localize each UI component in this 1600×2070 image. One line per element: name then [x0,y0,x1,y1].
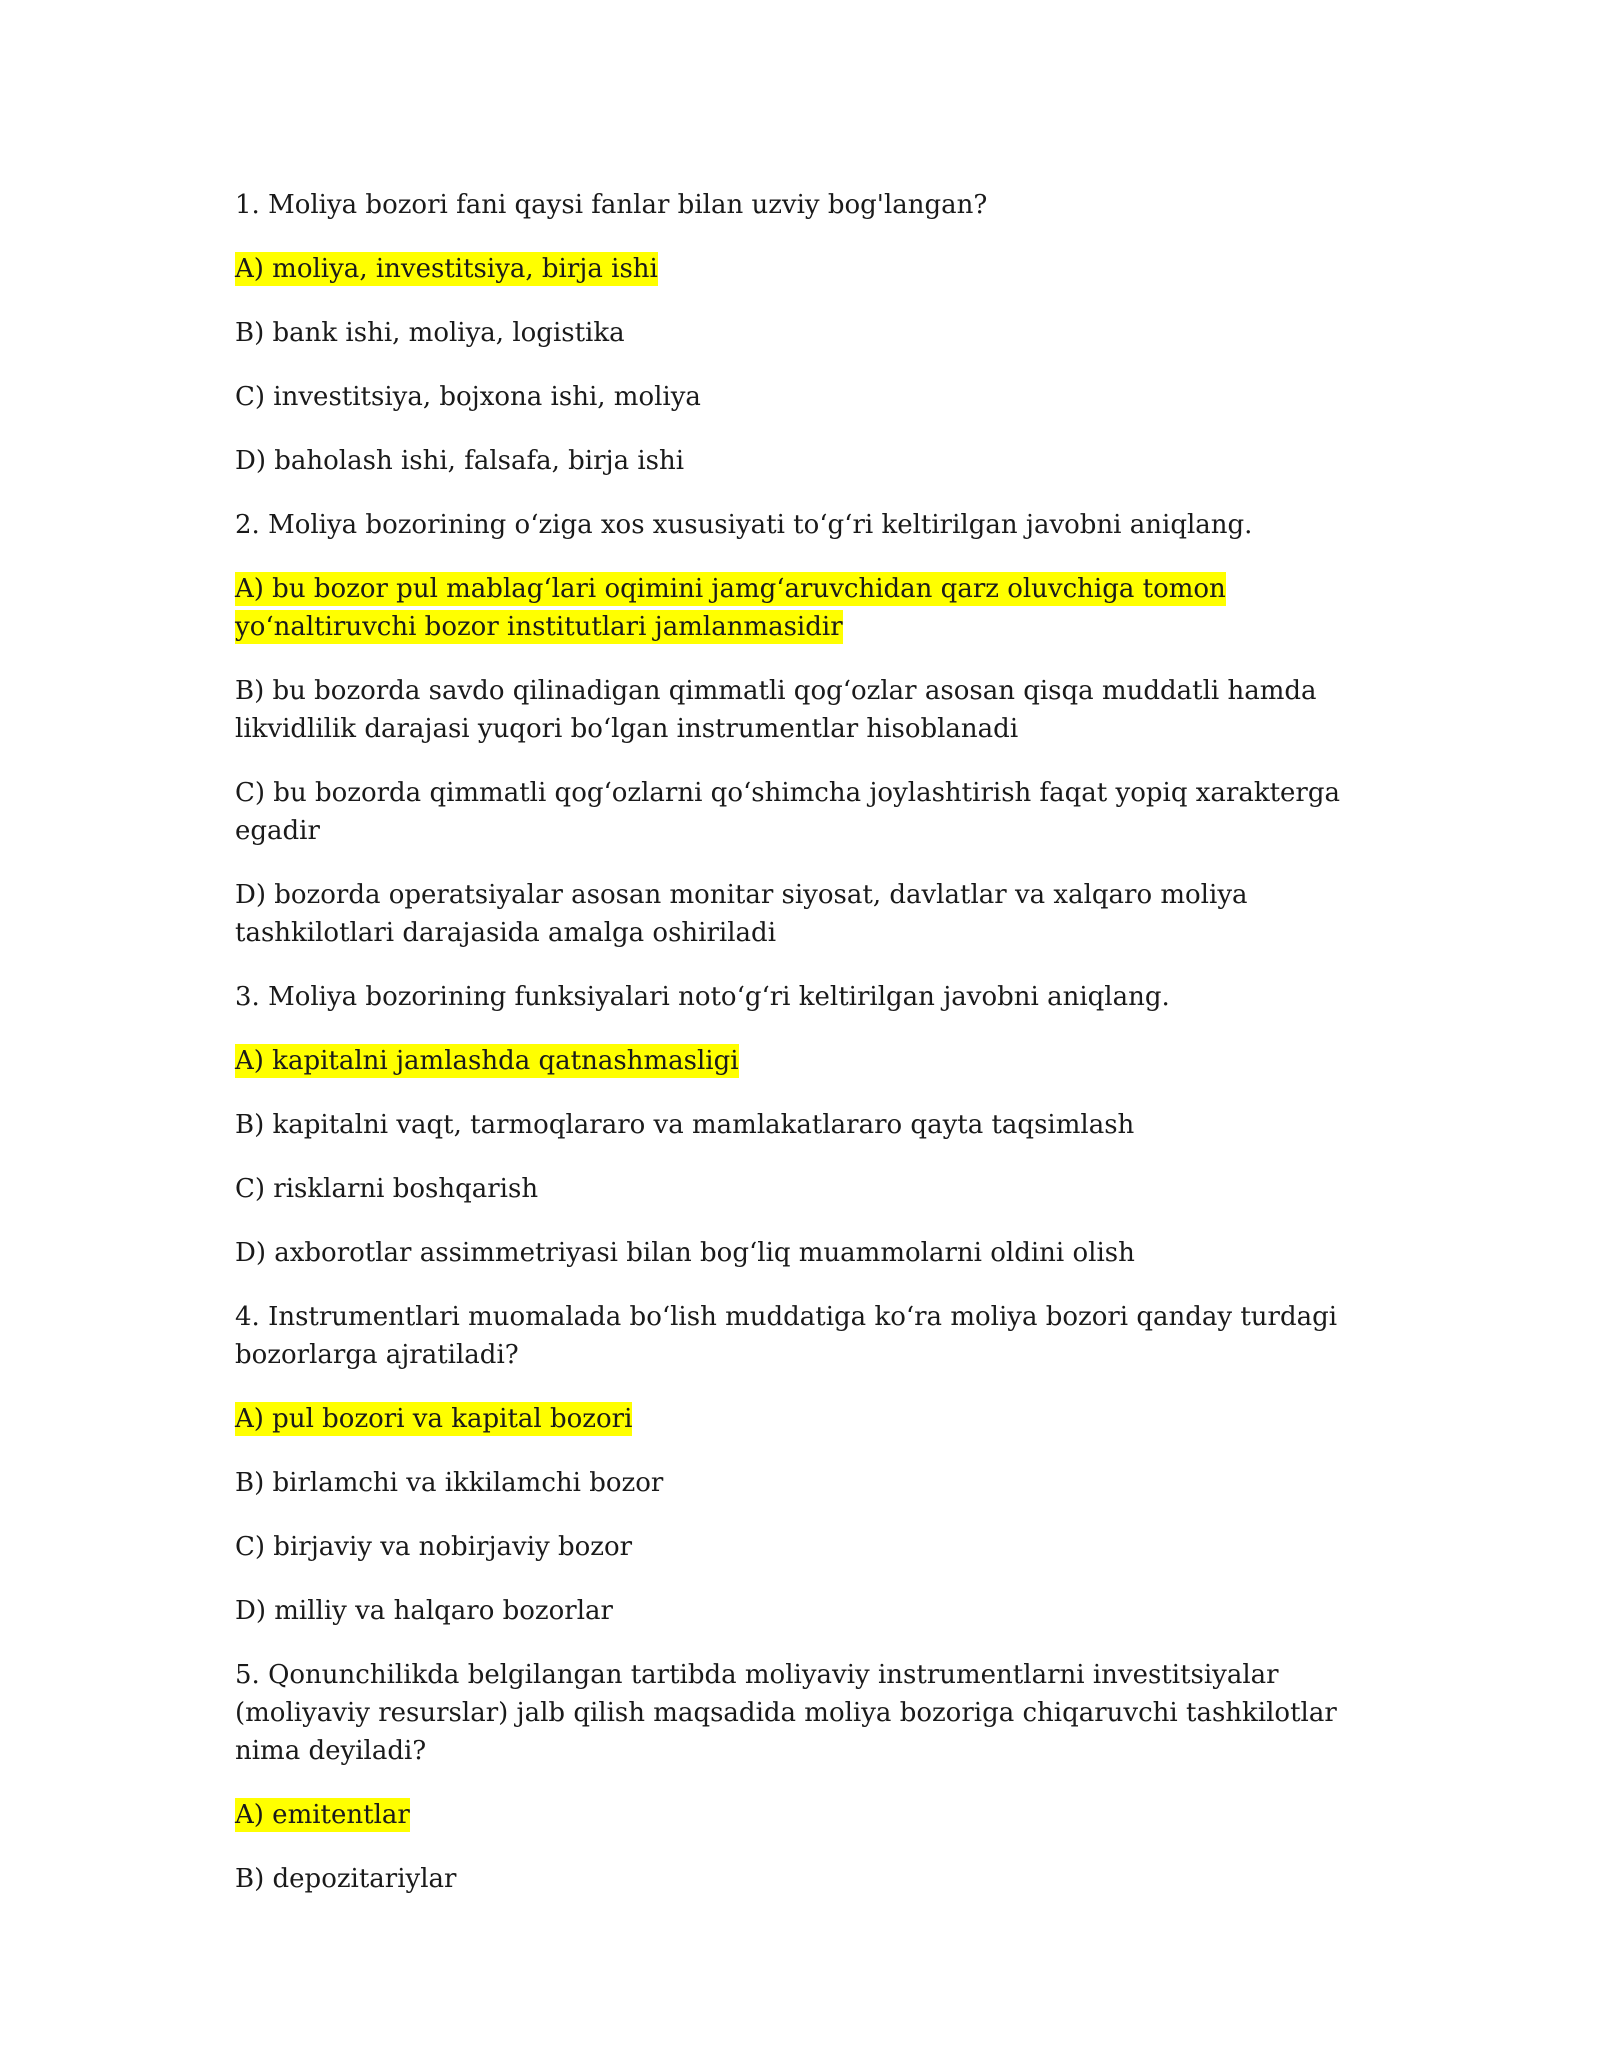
question-3-option-d: D) axborotlar assimmetriyasi bilan bog‘liq muammolarni oldini olish [235,1238,1135,1268]
question-4-option-d: D) milliy va halqaro bozorlar [235,1596,613,1626]
answer-highlight: A) pul bozori va kapital bozori [235,1404,633,1434]
question-4-option-a [235,1400,1375,1438]
question-5-option-b: B) depozitariylar [235,1864,457,1894]
answer-highlight: A) kapitalni jamlashda qatnashmasligi [235,1046,739,1076]
question-3-option-b: B) kapitalni vaqt, tarmoqlararo va mamlakatlararo qayta taqsimlash [235,1110,1135,1140]
question-4-option-b: B) birlamchi va ikkilamchi bozor [235,1468,664,1498]
question-5: 5. Qonunchilikda belgilangan tartibda moliyaviy instrumentlarni investitsiyalar (moliyaviy resurslar) jalb qilish maqsadida moliya bozoriga chiqaruvchi tashkilotlar nima deyiladi? [235,1660,1337,1766]
question-2-option-c: C) bu bozorda qimmatli qog‘ozlarni qo‘shimcha joylashtirish faqat yopiq xarakterga egadir [235,778,1340,846]
question-4: 4. Instrumentlari muomalada bo‘lish muddatiga ko‘ra moliya bozori qanday turdagi bozorlarga ajratiladi? [235,1302,1338,1370]
question-3: 3. Moliya bozorining funksiyalari noto‘g‘ri keltirilgan javobni aniqlang. [235,982,1170,1012]
question-1-option-b: B) bank ishi, moliya, logistika [235,318,625,348]
question-2-option-d: D) bozorda operatsiyalar asosan monitar siyosat, davlatlar va xalqaro moliya tashkilotlari darajasida amalga oshiriladi [235,880,1248,948]
question-5-option-a [235,1796,1375,1834]
question-4-option-c: C) birjaviy va nobirjaviy bozor [235,1532,633,1562]
document-body [235,186,1375,1924]
question-1-option-c: C) investitsiya, bojxona ishi, moliya [235,382,701,412]
question-1-option-d: D) baholash ishi, falsafa, birja ishi [235,446,685,476]
question-1: 1. Moliya bozori fani qaysi fanlar bilan uzviy bog'langan? [235,190,988,220]
question-2: 2. Moliya bozorining o‘ziga xos xususiyati to‘g‘ri keltirilgan javobni aniqlang. [235,510,1253,540]
answer-highlight: A) moliya, investitsiya, birja ishi [235,254,658,284]
answer-highlight: A) bu bozor pul mablag‘lari oqimini jamg‘aruvchidan qarz oluvchiga tomon yo‘naltiruvchi bozor institutlari jamlanmasidir [235,574,1226,642]
question-3-option-a [235,1042,1375,1080]
question-2-option-a [235,570,1375,646]
answer-highlight: A) emitentlar [235,1800,410,1830]
question-3-option-c: C) risklarni boshqarish [235,1174,539,1204]
question-1-option-a [235,250,1375,288]
question-2-option-b: B) bu bozorda savdo qilinadigan qimmatli qog‘ozlar asosan qisqa muddatli hamda likvidlilik darajasi yuqori bo‘lgan instrumentlar hisoblanadi [235,676,1317,744]
